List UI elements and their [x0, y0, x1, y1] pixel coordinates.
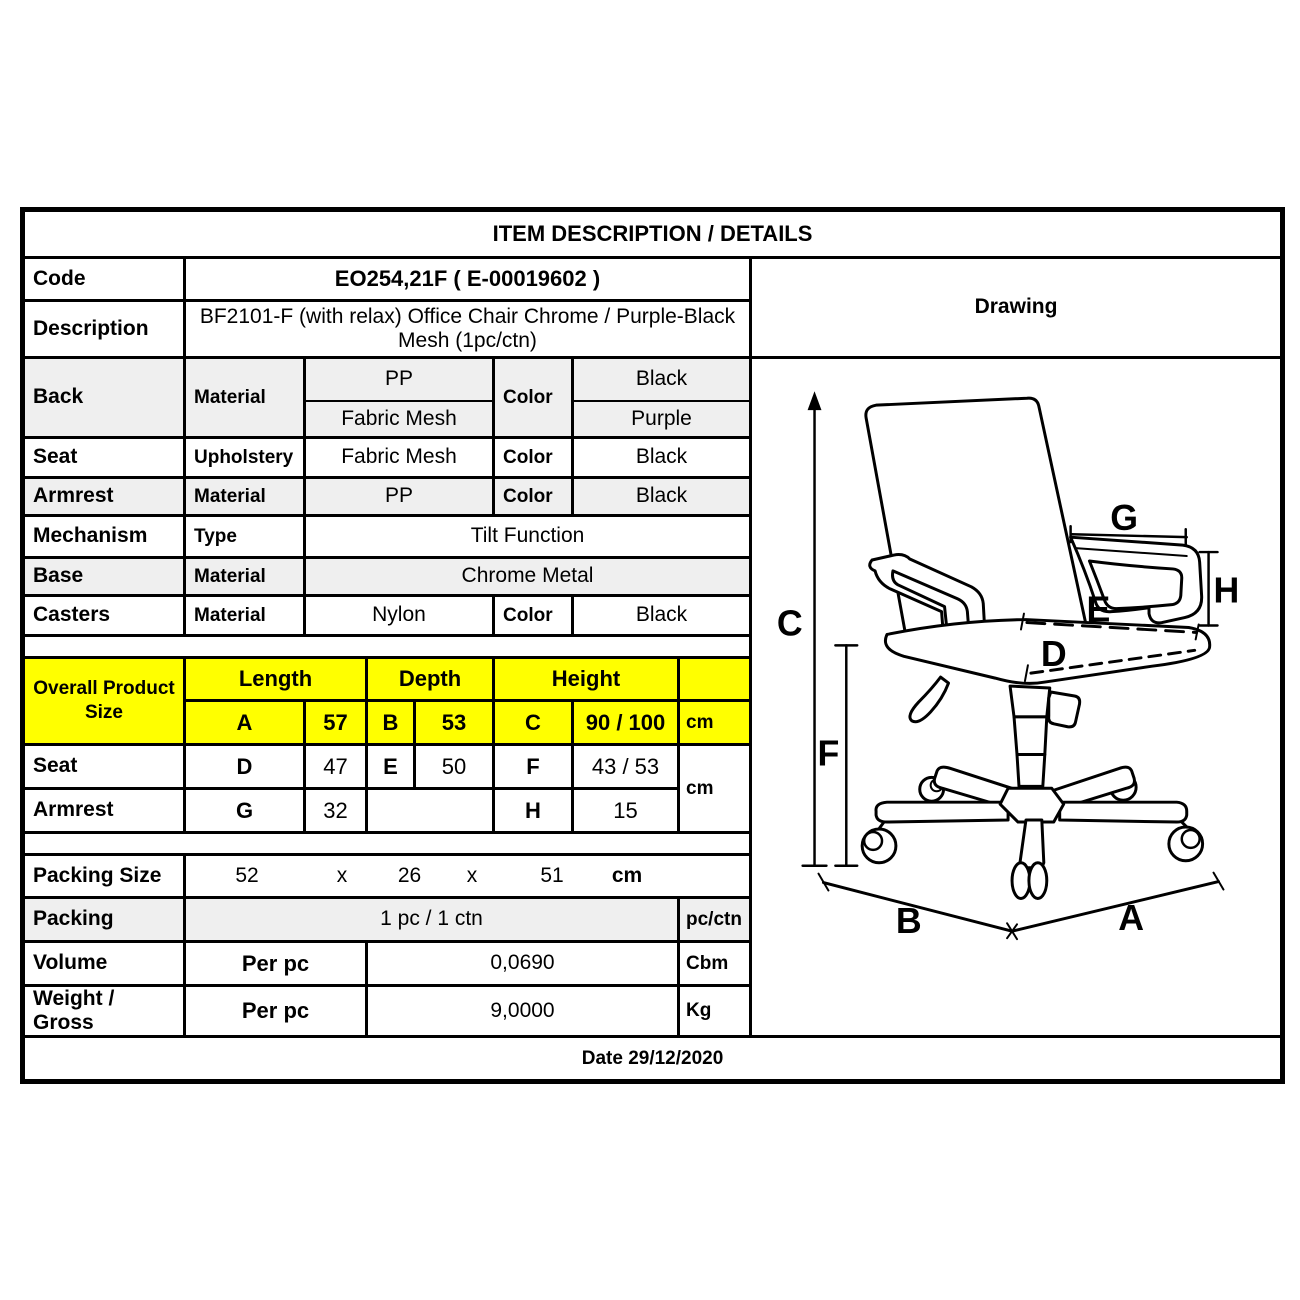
size-h-value: 15: [573, 789, 679, 833]
armrest-color: Black: [573, 478, 751, 516]
size-unit: cm: [679, 701, 751, 745]
spacer-row: [23, 636, 751, 658]
mechanism-attr: Type: [185, 516, 305, 558]
size-f-key: F: [494, 745, 573, 789]
office-chair-technical-drawing: [752, 359, 1280, 1028]
spec-sheet: [20, 207, 1285, 1084]
back-color-label: Color: [494, 358, 573, 438]
armrest-label: Armrest: [23, 478, 185, 516]
chair-base: [862, 767, 1202, 898]
seat-attr: Upholstery: [185, 438, 305, 478]
back-material-1: PP: [305, 358, 494, 401]
packing-unit: pc/ctn: [679, 898, 751, 942]
sheet-title: ITEM DESCRIPTION / DETAILS: [23, 210, 1283, 258]
packing-dim-1: 52: [235, 863, 259, 887]
casters-label: Casters: [23, 596, 185, 636]
packing-value: 1 pc / 1 ctn: [185, 898, 679, 942]
weight-per: Per pc: [185, 986, 367, 1037]
item-description-table: [20, 207, 1285, 1084]
back-attr: Material: [185, 358, 305, 438]
back-label: Back: [23, 358, 185, 438]
code-label: Code: [23, 258, 185, 301]
size-b-key: B: [367, 701, 415, 745]
packing-dim-2: 26: [397, 863, 422, 887]
height-header: Height: [494, 658, 679, 701]
size-f-value: 43 / 53: [573, 745, 679, 789]
weight-label: Weight / Gross: [23, 986, 185, 1037]
size-a-key: A: [185, 701, 305, 745]
casters-color-label: Color: [494, 596, 573, 636]
mechanism-label: Mechanism: [23, 516, 185, 558]
back-material-2: Fabric Mesh: [305, 401, 494, 438]
description-value: BF2101-F (with relax) Office Chair Chrome / Purple-Black Mesh (1pc/ctn): [185, 301, 751, 358]
casters-color: Black: [573, 596, 751, 636]
length-header: Length: [185, 658, 367, 701]
armrest-color-label: Color: [494, 478, 573, 516]
chair-adjust-handle: [1049, 692, 1080, 727]
label-f: F: [817, 733, 840, 774]
drawing-panel: [751, 258, 1283, 1037]
packing-dim-3: 51: [540, 863, 564, 887]
packing-size-value: [185, 855, 751, 898]
label-a: A: [1118, 898, 1145, 939]
packing-sep-2: x: [466, 863, 478, 887]
label-b: B: [895, 901, 922, 942]
seat-color-label: Color: [494, 438, 573, 478]
drawing-title: Drawing: [752, 259, 1280, 359]
size-g-value: 32: [305, 789, 367, 833]
description-label: Description: [23, 301, 185, 358]
spacer-row: [23, 833, 751, 855]
weight-unit: Kg: [679, 986, 751, 1037]
seat-armrest-unit: cm: [679, 745, 751, 833]
code-value: EO254,21F ( E-00019602 ): [185, 258, 751, 301]
size-d-key: D: [185, 745, 305, 789]
packing-size-label: Packing Size: [23, 855, 185, 898]
chair-gas-lift: [1010, 686, 1050, 786]
label-h: H: [1213, 570, 1240, 611]
packing-size-unit: cm: [611, 863, 643, 887]
size-b-value: 53: [415, 701, 494, 745]
size-header-empty: [679, 658, 751, 701]
seat-material: Fabric Mesh: [305, 438, 494, 478]
armrest-material: PP: [305, 478, 494, 516]
size-seat-label: Seat: [23, 745, 185, 789]
size-armrest-empty: [367, 789, 494, 833]
packing-sep-1: x: [336, 863, 348, 887]
date-row: Date 29/12/2020: [23, 1037, 1283, 1082]
volume-unit: Cbm: [679, 942, 751, 986]
volume-label: Volume: [23, 942, 185, 986]
size-d-value: 47: [305, 745, 367, 789]
size-c-key: C: [494, 701, 573, 745]
dimension-line-c: [803, 391, 827, 865]
base-value: Chrome Metal: [305, 558, 751, 596]
seat-label: Seat: [23, 438, 185, 478]
overall-size-label: Overall Product Size: [23, 658, 185, 745]
casters-material: Nylon: [305, 596, 494, 636]
packing-label: Packing: [23, 898, 185, 942]
size-h-key: H: [494, 789, 573, 833]
size-c-value: 90 / 100: [573, 701, 679, 745]
base-attr: Material: [185, 558, 305, 596]
size-g-key: G: [185, 789, 305, 833]
volume-per: Per pc: [185, 942, 367, 986]
base-label: Base: [23, 558, 185, 596]
size-armrest-label: Armrest: [23, 789, 185, 833]
back-color-1: Black: [573, 358, 751, 401]
mechanism-value: Tilt Function: [305, 516, 751, 558]
depth-header: Depth: [367, 658, 494, 701]
label-c: C: [776, 603, 803, 644]
volume-value: 0,0690: [367, 942, 679, 986]
size-e-key: E: [367, 745, 415, 789]
back-color-2: Purple: [573, 401, 751, 438]
chair-tilt-lever: [910, 677, 949, 722]
label-e: E: [1086, 589, 1111, 630]
size-a-value: 57: [305, 701, 367, 745]
label-g: G: [1110, 498, 1139, 539]
seat-color: Black: [573, 438, 751, 478]
casters-attr: Material: [185, 596, 305, 636]
armrest-attr: Material: [185, 478, 305, 516]
weight-value: 9,0000: [367, 986, 679, 1037]
label-d: D: [1040, 634, 1067, 675]
size-e-value: 50: [415, 745, 494, 789]
